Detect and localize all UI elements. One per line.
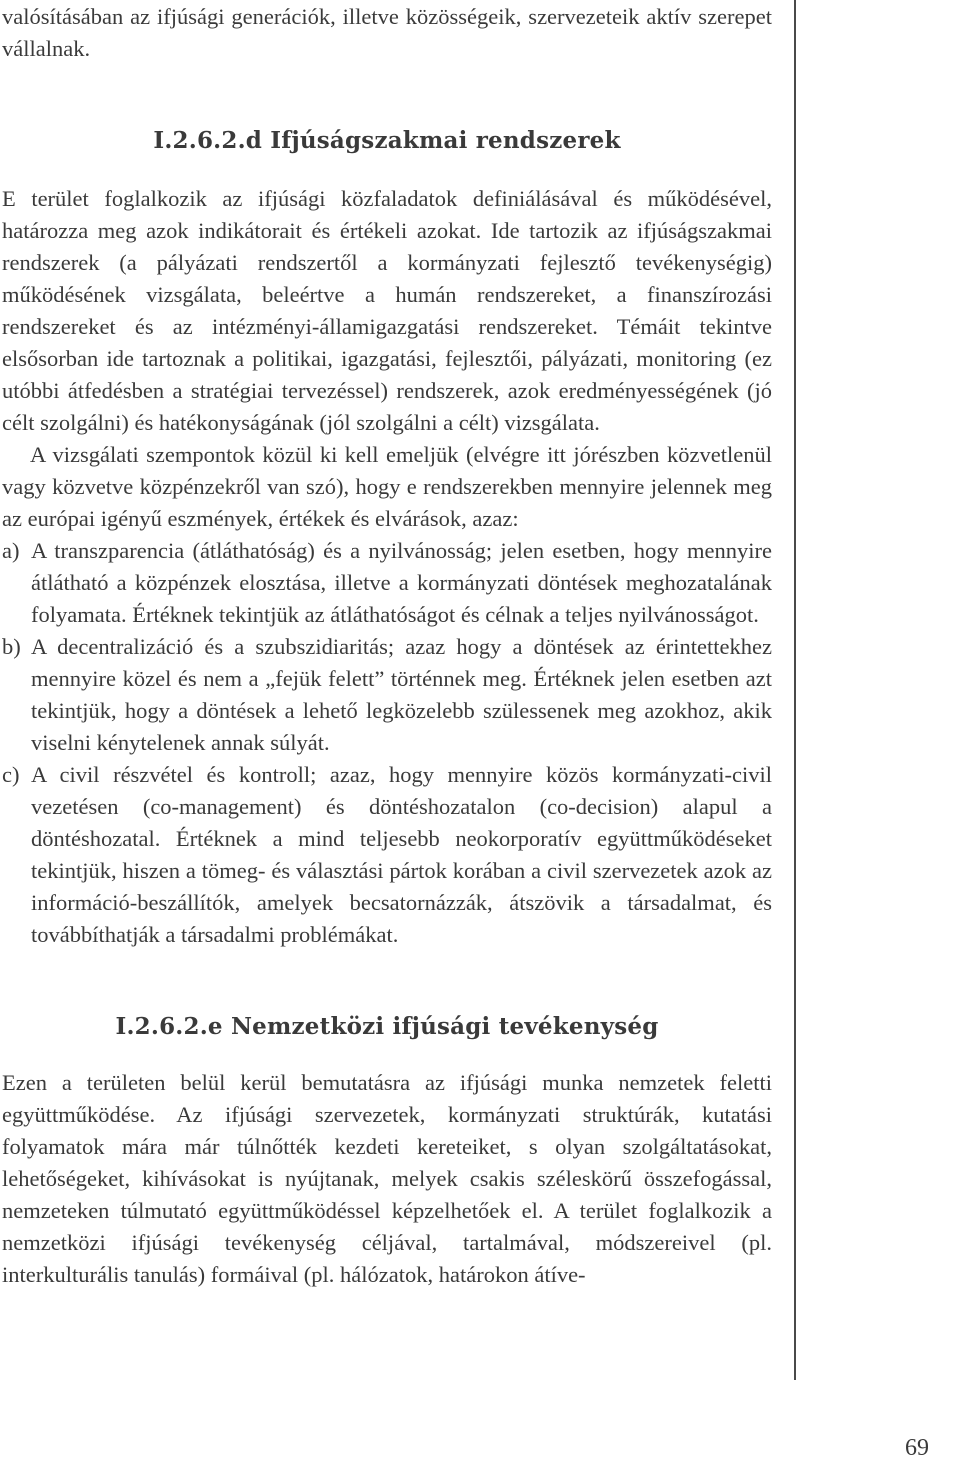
intro-paragraph: valósításában az ifjúsági generációk, illetve közösségeik, szervezeteik aktív szerepet vállalnak. xyxy=(2,4,772,61)
list-item xyxy=(2,759,772,951)
list-item-text: A transzparencia (átláthatóság) és a nyilvánosság; jelen esetben, hogy mennyire átlátható a közpénzek elosztása, illetve a kormányzati döntések meghozatalának folyamata. Értéknek tekintjük az átláthatóságot és célnak a teljes nyilvánosságot. xyxy=(31,538,772,627)
criteria-list xyxy=(2,535,772,951)
section-e-paragraph-1: Ezen a területen belül kerül bemutatásra az ifjúsági munka nemzetek feletti együttműködése. Az ifjúsági szervezetek, kormányzati struktúrák, kutatási folyamatok mára már túlnőtték kezdeti kereteiket, s olyan szolgáltatásokat, lehetőségeket, kihívásokat is nyújtanak, melyek csakis széleskörű összefogással, nemzeteken túlmutató együttműködéssel képzelhetőek el. A terület foglalkozik a nemzetközi ifjúsági tevékenység céljával, tartalmával, módszereivel (pl. interkulturális tanulás) formáival (pl. hálózatok, határokon átíve- xyxy=(2,1070,772,1287)
list-item-text: A decentralizáció és a szubszidiaritás; azaz hogy a döntések az érintettekhez mennyire közel és nem a „fejük felett” történnek meg. Értéknek jelen esetben azt tekintjük, hogy a döntések a lehető legközelebb szülessenek meg azokhoz, akik viselni kénytelenek annak súlyát. xyxy=(31,634,772,755)
list-marker: a) xyxy=(2,538,20,563)
margin-rule xyxy=(794,0,796,1380)
list-marker: b) xyxy=(2,634,21,659)
section-heading-e: I.2.6.2.e Nemzetközi ifjúsági tevékenység xyxy=(115,1013,659,1040)
list-item-text: A civil részvétel és kontroll; azaz, hogy mennyire közös kormányzati-civil vezetésen (co-management) és döntéshozatalon (co-decision) alapul a döntéshozatal. Értéknek a mind teljesebb neokorporatív együttműködéseket tekintjük, hiszen a tömeg- és választási pártok korában a civil szervezetek azok az információ-beszállítók, amelyek becsatornázzák, átszövik a társadalmat, és továbbíthatják a társadalmi problémákat. xyxy=(31,762,772,947)
section-d-paragraph-1: E terület foglalkozik az ifjúsági közfaladatok definiálásával és működésével, határozza meg azok indikátorait és értékeli azokat. Ide tartozik az ifjúságszakmai rendszerek (a pályázati rendszertől a kormányzati fejlesztő tevékenységig) működésének vizsgálata, beleértve a humán rendszereket, a finanszírozási rendszereket és az intézményi-államigazgatási rendszereket. Témáit tekintve elsősorban ide tartoznak a politikai, igazgatási, fejlesztői, pályázati, monitoring (ez utóbbi átfedésben a stratégiai tervezéssel) rendszerek, azok eredményességének (jó célt szolgálni) és hatékonyságának (jól szolgálni a célt) vizsgálata. xyxy=(2,186,772,435)
section-heading-d: I.2.6.2.d Ifjúságszakmai rendszerek xyxy=(153,127,621,154)
text-column xyxy=(2,0,772,1291)
list-item xyxy=(2,631,772,759)
page-number: 69 xyxy=(905,1435,929,1461)
list-marker: c) xyxy=(2,762,20,787)
section-d-paragraph-2: A vizsgálati szempontok közül ki kell emeljük (elvégre itt jórészben közvetlenül vagy közvetve közpénzekről van szó), hogy e rendszerekben mennyire jelennek meg az európai igényű eszmények, értékek és elvárások, azaz: xyxy=(2,442,772,531)
list-item xyxy=(2,535,772,631)
